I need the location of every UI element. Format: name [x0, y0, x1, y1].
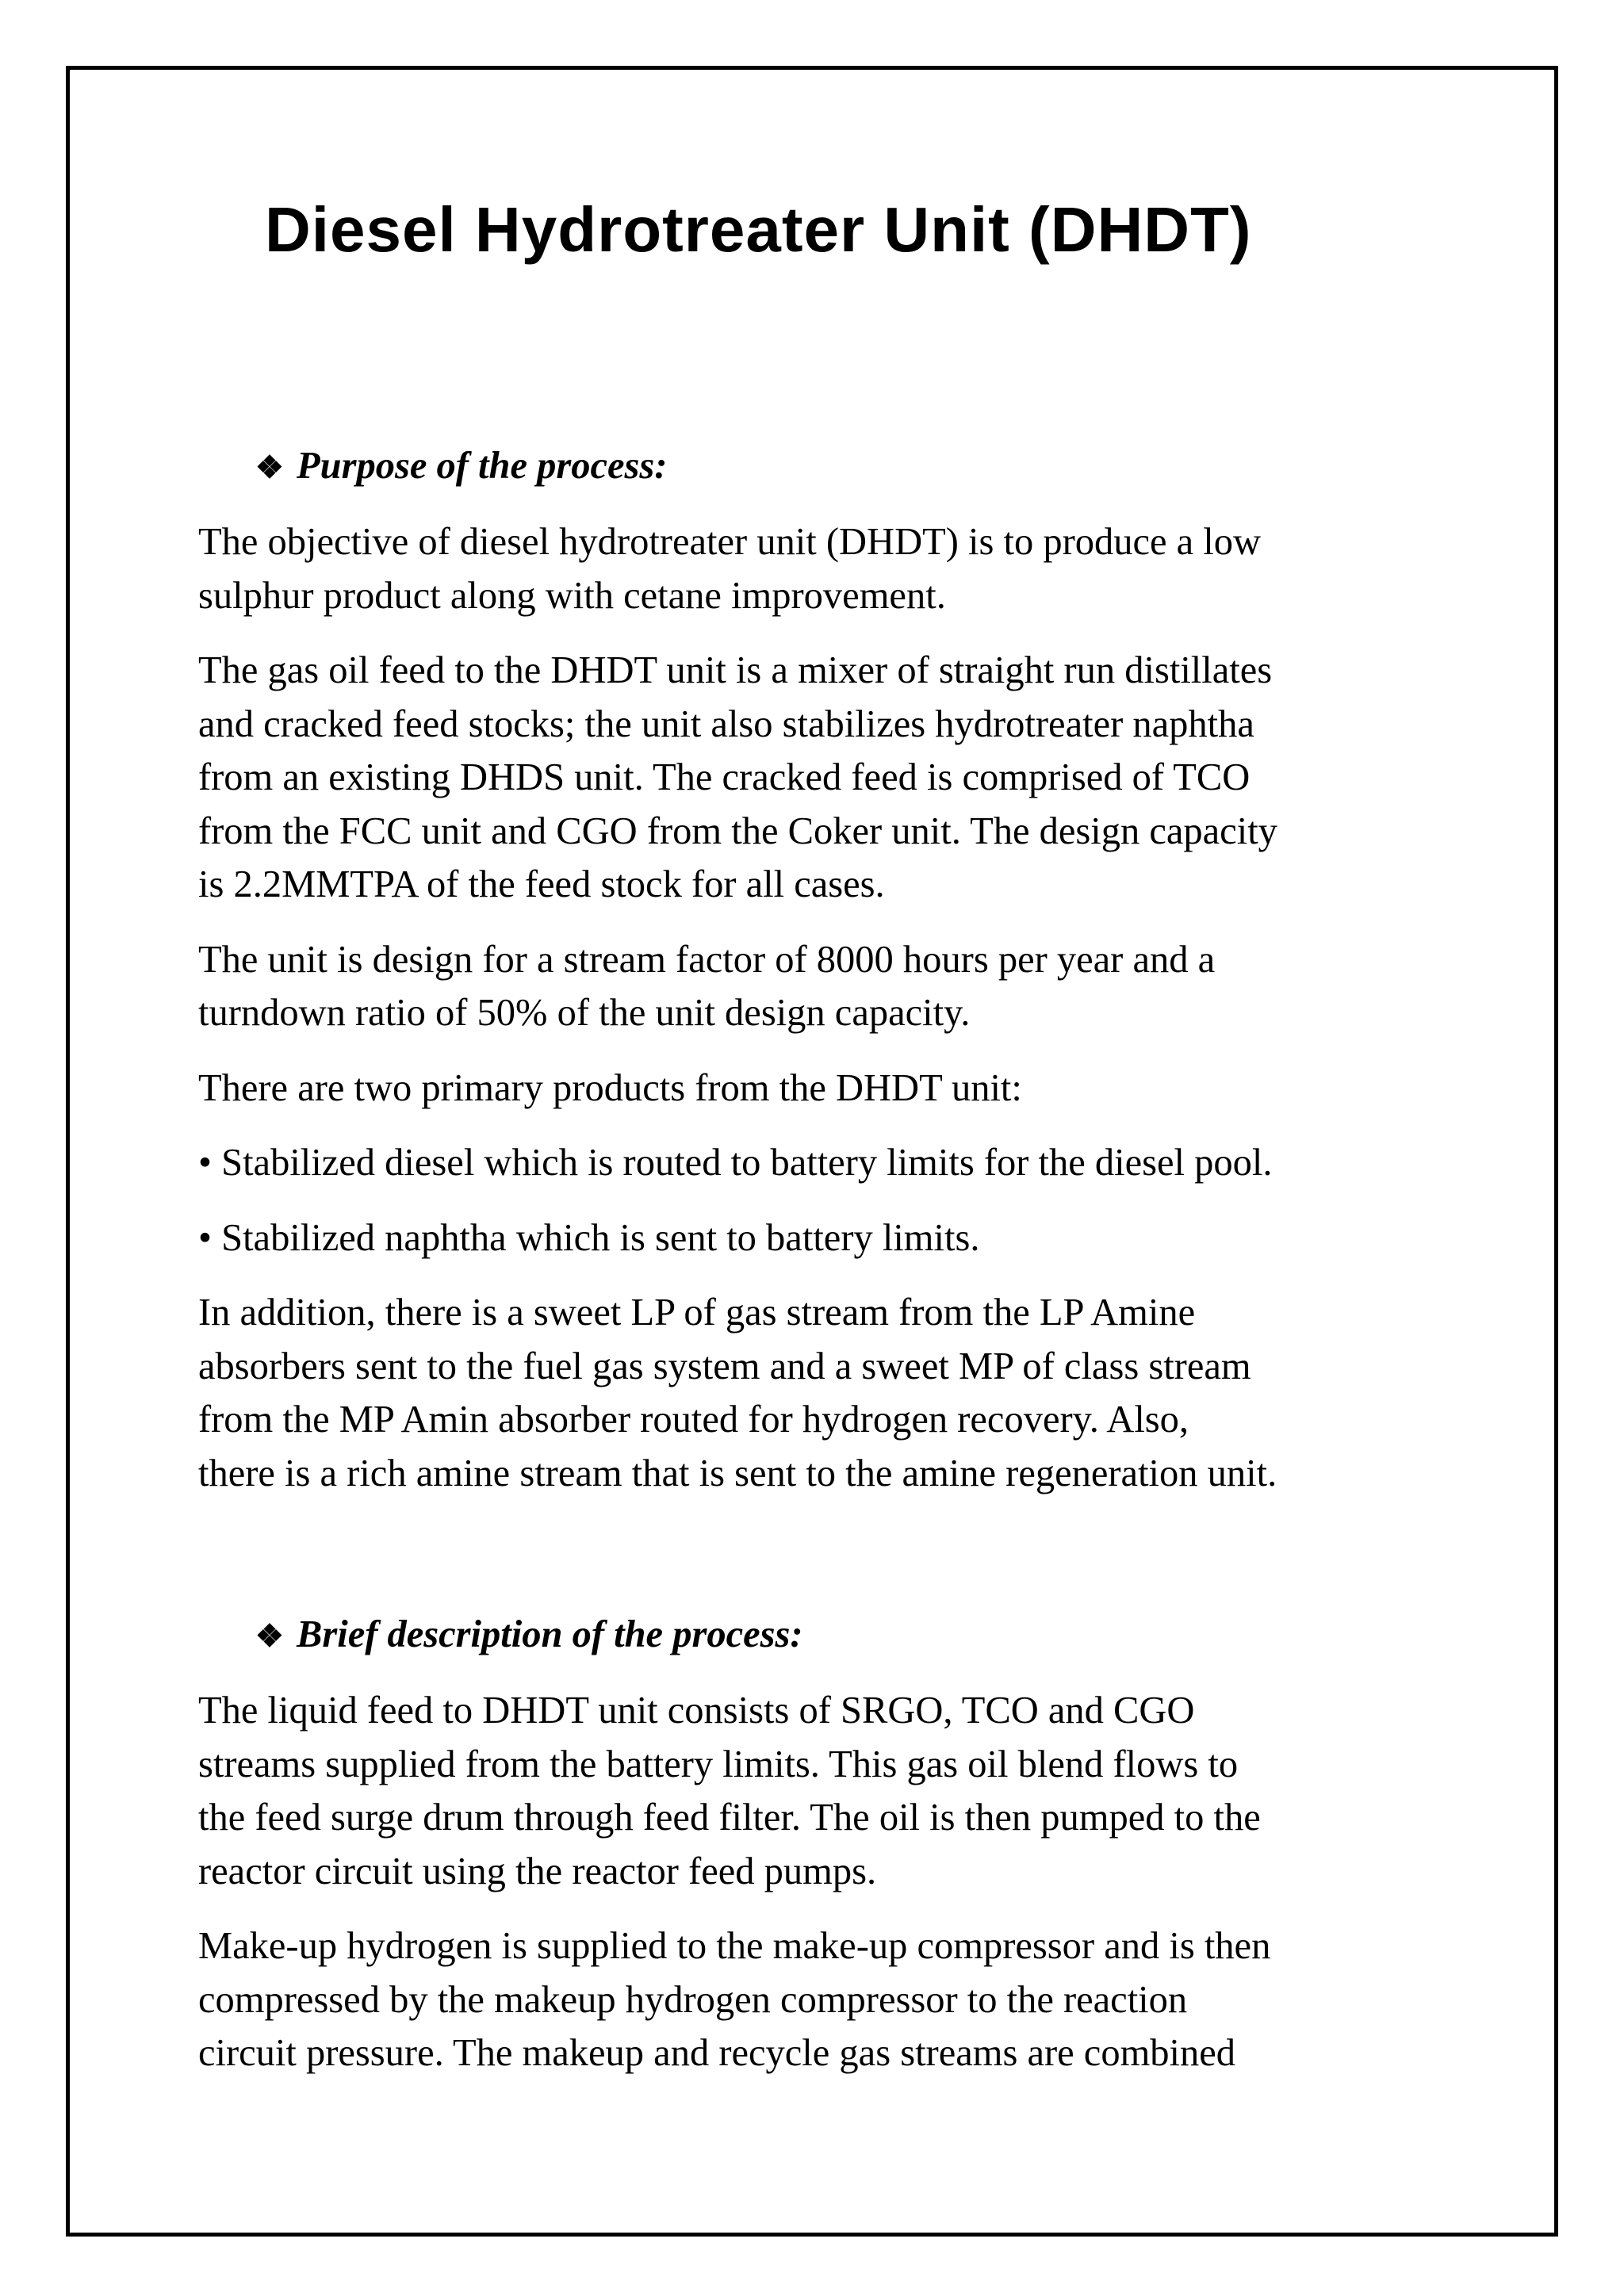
description-body [198, 1684, 1435, 2080]
section-heading-description [255, 1608, 803, 1663]
paragraph-line: The liquid feed to DHDT unit consists of SRGO, TCO and CGO [198, 1689, 1195, 1732]
paragraph-line: from the FCC unit and CGO from the Coker unit. The design capacity [198, 809, 1277, 852]
paragraph-line: compressed by the makeup hydrogen compressor to the reaction [198, 1978, 1188, 2021]
paragraph-line: circuit pressure. The makeup and recycle gas streams are combined [198, 2032, 1236, 2074]
paragraph-line: from an existing DHDS unit. The cracked feed is comprised of TCO [198, 756, 1251, 798]
paragraph-line: and cracked feed stocks; the unit also stabilizes hydrotreater naphtha [198, 702, 1254, 745]
paragraph-line: The objective of diesel hydrotreater unit (DHDT) is to produce a low [198, 521, 1262, 563]
paragraph-line: The gas oil feed to the DHDT unit is a mixer of straight run distillates [198, 649, 1273, 691]
section-heading-purpose [255, 439, 667, 495]
paragraph-line: In addition, there is a sweet LP of gas stream from the LP Amine [198, 1292, 1196, 1334]
section-heading-text: Purpose of the process: [297, 445, 668, 487]
paragraph-line: reactor circuit using the reactor feed pumps. [198, 1850, 877, 1892]
paragraph-line: the feed surge drum through feed filter. The oil is then pumped to the [198, 1797, 1261, 1839]
section-heading-text: Brief description of the process: [297, 1613, 803, 1655]
paragraph-line: there is a rich amine stream that is sent to the amine regeneration unit. [198, 1452, 1277, 1494]
diamond-bullet-icon: ❖ [255, 450, 284, 485]
paragraph-line: streams supplied from the battery limits. This gas oil blend flows to [198, 1743, 1239, 1785]
list-item: • Stabilized diesel which is routed to battery limits for the diesel pool. [198, 1142, 1273, 1184]
purpose-body [198, 515, 1435, 1500]
paragraph-line: sulphur product along with cetane improvement. [198, 574, 946, 617]
list-item: • Stabilized naphtha which is sent to battery limits. [198, 1216, 980, 1259]
paragraph-line: Make-up hydrogen is supplied to the make-up compressor and is then [198, 1925, 1271, 1967]
paragraph-line: The unit is design for a stream factor of 8000 hours per year and a [198, 938, 1216, 981]
paragraph-line: is 2.2MMTPA of the feed stock for all cases. [198, 863, 885, 905]
paragraph-line: There are two primary products from the DHDT unit: [198, 1066, 1022, 1109]
diamond-bullet-icon: ❖ [255, 1618, 284, 1654]
paragraph-line: absorbers sent to the fuel gas system and a sweet MP of class stream [198, 1345, 1251, 1387]
paragraph-line: from the MP Amin absorber routed for hydrogen recovery. Also, [198, 1399, 1189, 1441]
page-title: Diesel Hydrotreater Unit (DHDT) [265, 194, 1252, 265]
paragraph-line: turndown ratio of 50% of the unit design capacity. [198, 992, 971, 1034]
